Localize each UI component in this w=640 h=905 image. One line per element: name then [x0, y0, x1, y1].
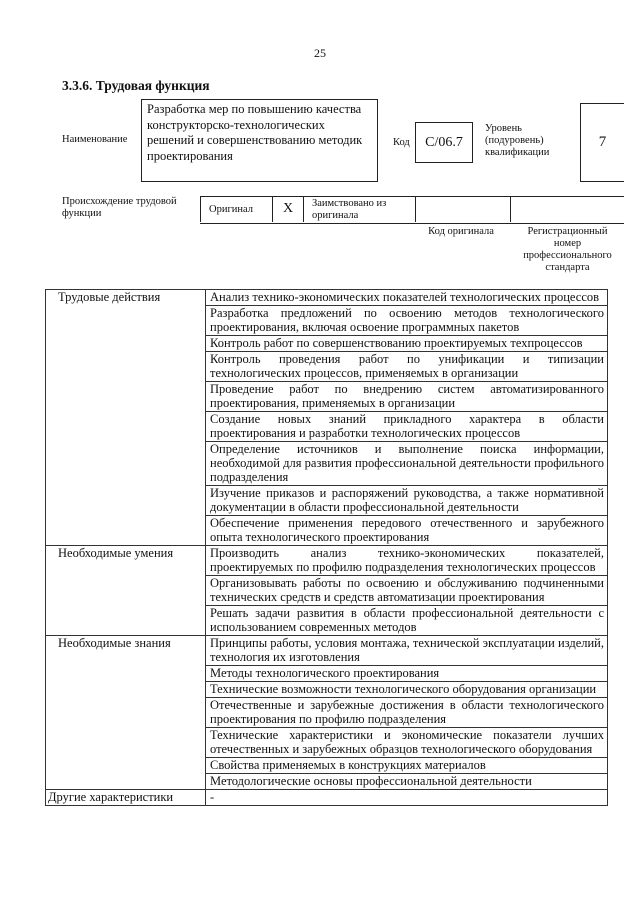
- list-item: Решать задачи развития в области профессиональной деятельности с использованием современных методов: [206, 606, 608, 636]
- list-item: Изучение приказов и распоряжений руководства, а также нормативной документации в области профессиональной деятельности: [206, 486, 608, 516]
- list-item: Организовывать работы по освоению и обслуживанию подчиненными технических средств и средств автоматизации проектирования: [206, 576, 608, 606]
- borrowed-label: Заимствовано из оригинала: [303, 197, 415, 222]
- list-item: Принципы работы, условия монтажа, технической эксплуатации изделий, технология их изготовления: [206, 636, 608, 666]
- section-label: Трудовые действия: [46, 290, 206, 546]
- name-label: Наименование: [62, 134, 128, 145]
- list-item: Определение источников и выполнение поиска информации, необходимой для развития профессиональной деятельности профильного подразделения: [206, 442, 608, 486]
- list-item: Методологические основы профессиональной деятельности: [206, 774, 608, 790]
- list-item: Контроль работ по совершенствованию проектируемых техпроцессов: [206, 336, 608, 352]
- table-row: [46, 290, 608, 306]
- code-label: Код: [393, 137, 410, 148]
- list-item: Контроль проведения работ по унификации и типизации технологических процессов, применяемых в организации: [206, 352, 608, 382]
- list-item: Обеспечение применения передового отечественного и зарубежного опыта технологического проектирования: [206, 516, 608, 546]
- origin-label: Происхождение трудовой функции: [62, 196, 177, 219]
- code-value: С/06.7: [415, 122, 473, 163]
- table-row: [46, 636, 608, 666]
- page-number: 25: [314, 46, 326, 60]
- section-label: Необходимые знания: [46, 636, 206, 790]
- section-title: 3.3.6. Трудовая функция: [62, 78, 210, 93]
- list-item: Технические характеристики и экономические показатели лучших отечественных и зарубежных образцов технологического оборудования: [206, 728, 608, 758]
- level-value: 7: [580, 103, 624, 182]
- list-item: Производить анализ технико-экономических показателей, проектируемых по профилю подразделения технологических процессов: [206, 546, 608, 576]
- list-item: Разработка предложений по освоению методов технологического проектирования, включая освоение программных пакетов: [206, 306, 608, 336]
- function-name-box: Разработка мер по повышению качества конструкторско-технологических решений и совершенствованию методик проектирования: [141, 99, 378, 182]
- section-label: Необходимые умения: [46, 546, 206, 636]
- list-item: Отечественные и зарубежные достижения в области технологического проектирования по профилю подразделения: [206, 698, 608, 728]
- list-item: Создание новых знаний прикладного характера в области проектирования и разработки технологических процессов: [206, 412, 608, 442]
- reg-number-label: Регистрационный номер профессионального стандарта: [523, 226, 612, 273]
- code-original-cell: [415, 197, 510, 222]
- other-label: Другие характеристики: [46, 790, 206, 806]
- reg-number-cell: [510, 197, 624, 222]
- list-item: Технические возможности технологического оборудования организации: [206, 682, 608, 698]
- list-item: Свойства применяемых в конструкциях материалов: [206, 758, 608, 774]
- other-value: -: [206, 790, 608, 806]
- list-item: Анализ технико-экономических показателей технологических процессов: [206, 290, 608, 306]
- list-item: Методы технологического проектирования: [206, 666, 608, 682]
- code-original-label: Код оригинала: [428, 226, 494, 237]
- original-mark: X: [272, 197, 303, 222]
- table-row: [46, 790, 608, 806]
- list-item: Проведение работ по внедрению систем автоматизированного проектирования, применяемых в организации: [206, 382, 608, 412]
- table-row: [46, 546, 608, 576]
- origin-row: [200, 196, 624, 224]
- original-label: Оригинал: [200, 197, 272, 222]
- level-label: Уровень (подуровень) квалификации: [485, 123, 550, 158]
- labor-function-table: [45, 289, 608, 806]
